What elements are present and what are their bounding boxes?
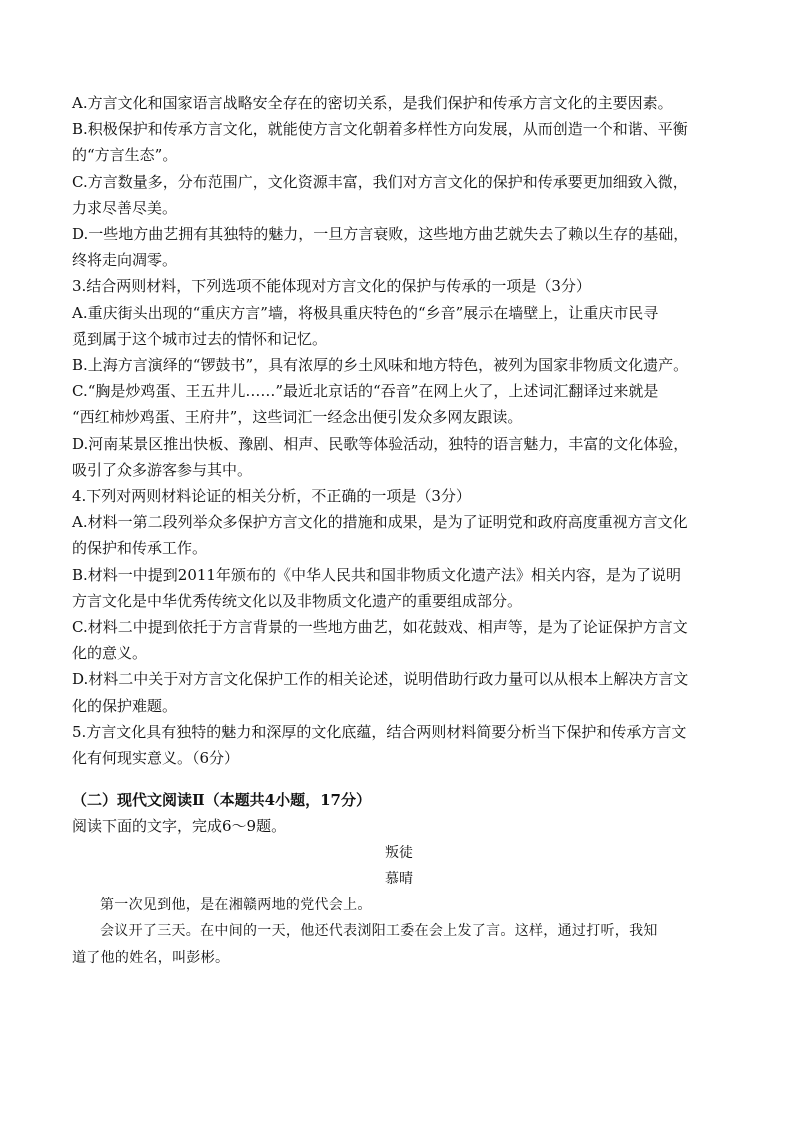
document-page xyxy=(72,90,726,971)
story-author: 慕晴 xyxy=(385,870,413,887)
q4-option-c-line2: 化的意义。 xyxy=(72,644,148,663)
q2-option-d-line2: 终将走向凋零。 xyxy=(72,251,178,270)
story-title: 叛徒 xyxy=(385,844,413,861)
section-2-heading: （二）现代文阅读Ⅱ（本题共4小题，17分） xyxy=(72,791,371,810)
section-gap xyxy=(72,771,726,787)
q2-option-b-line1: B.积极保护和传承方言文化，就能使方言文化朝着多样性方向发展，从而创造一个和谐、平衡 xyxy=(72,120,688,139)
q2-option-b-line2: 的“方言生态”。 xyxy=(72,146,178,165)
q2-option-c-line1: C.方言数量多，分布范围广，文化资源丰富，我们对方言文化的保护和传承要更加细致入微， xyxy=(72,172,688,191)
q3-option-d-line1: D.河南某景区推出快板、豫剧、相声、民歌等体验活动，独特的语言魅力，丰富的文化体验， xyxy=(72,434,689,453)
q3-option-d-line2: 吸引了众多游客参与其中。 xyxy=(72,460,253,479)
q2-option-a: A.方言文化和国家语言战略安全存在的密切关系，是我们保护和传承方言文化的主要因素。 xyxy=(72,94,673,112)
q5-line1: 5.方言文化具有独特的魅力和深厚的文化底蕴，结合两则材料简要分析当下保护和传承方言文 xyxy=(72,722,687,741)
q3-option-c-line1: C.“胸是炒鸡蛋、王五井儿……”最近北京话的“吞音”在网上火了，上述词汇翻译过来就是 xyxy=(72,382,659,401)
question-2-options xyxy=(72,90,726,273)
section-2-instruction: 阅读下面的文字，完成6～9题。 xyxy=(72,817,287,836)
q3-option-a-line2: 觅到属于这个城市过去的情怀和记忆。 xyxy=(72,329,328,348)
q4-option-b-line1: B.材料一中提到2011年颁布的《中华人民共和国非物质文化遗产法》相关内容，是为了说明 xyxy=(72,565,681,584)
q4-option-d-line1: D.材料二中关于对方言文化保护工作的相关论述，说明借助行政力量可以从根本上解决方言文 xyxy=(72,670,689,689)
story-paragraph-2-line1: 会议开了三天。在中间的一天，他还代表浏阳工委在会上发了言。这样，通过打听，我知 xyxy=(100,923,658,940)
q4-option-a-line1: A.材料一第二段列举众多保护方言文化的措施和成果，是为了证明党和政府高度重视方言文化 xyxy=(72,513,688,532)
story-paragraph-2 xyxy=(72,918,726,971)
q2-option-d-line1: D.一些地方曲艺拥有其独特的魅力，一旦方言衰败，这些地方曲艺就失去了赖以生存的基础， xyxy=(72,225,689,244)
q5-line2: 化有何现实意义。（6分） xyxy=(72,749,240,768)
question-3 xyxy=(72,273,726,483)
q4-option-a-line2: 的保护和传承工作。 xyxy=(72,539,208,558)
q3-stem: 3.结合两则材料，下列选项不能体现对方言文化的保护与传承的一项是（3分） xyxy=(72,277,591,296)
q4-option-b-line2: 方言文化是中华优秀传统文化以及非物质文化遗产的重要组成部分。 xyxy=(72,591,523,610)
q4-option-d-line2: 化的保护难题。 xyxy=(72,696,178,715)
q3-option-a-line1: A.重庆街头出现的“重庆方言”墙，将极具重庆特色的“乡音”展示在墙壁上，让重庆市民寻 xyxy=(72,303,659,322)
q3-option-c-line2: “西红柿炒鸡蛋、王府井”，这些词汇一经念出便引发众多网友跟读。 xyxy=(72,408,523,427)
q4-stem: 4.下列对两则材料论证的相关分析，不正确的一项是（3分） xyxy=(72,487,471,506)
question-5 xyxy=(72,719,726,771)
q4-option-c-line1: C.材料二中提到依托于方言背景的一些地方曲艺，如花鼓戏、相声等，是为了论证保护方言文 xyxy=(72,618,688,637)
q2-option-c-line2: 力求尽善尽美。 xyxy=(72,198,178,217)
story-paragraph-2-line2: 道了他的姓名，叫彭彬。 xyxy=(72,949,230,966)
q3-option-b: B.上海方言演绎的“锣鼓书”，具有浓厚的乡土风味和地方特色，被列为国家非物质文化遗产。 xyxy=(72,356,689,375)
question-4 xyxy=(72,483,726,719)
story-paragraph-1: 第一次见到他，是在湘赣两地的党代会上。 xyxy=(100,896,372,913)
